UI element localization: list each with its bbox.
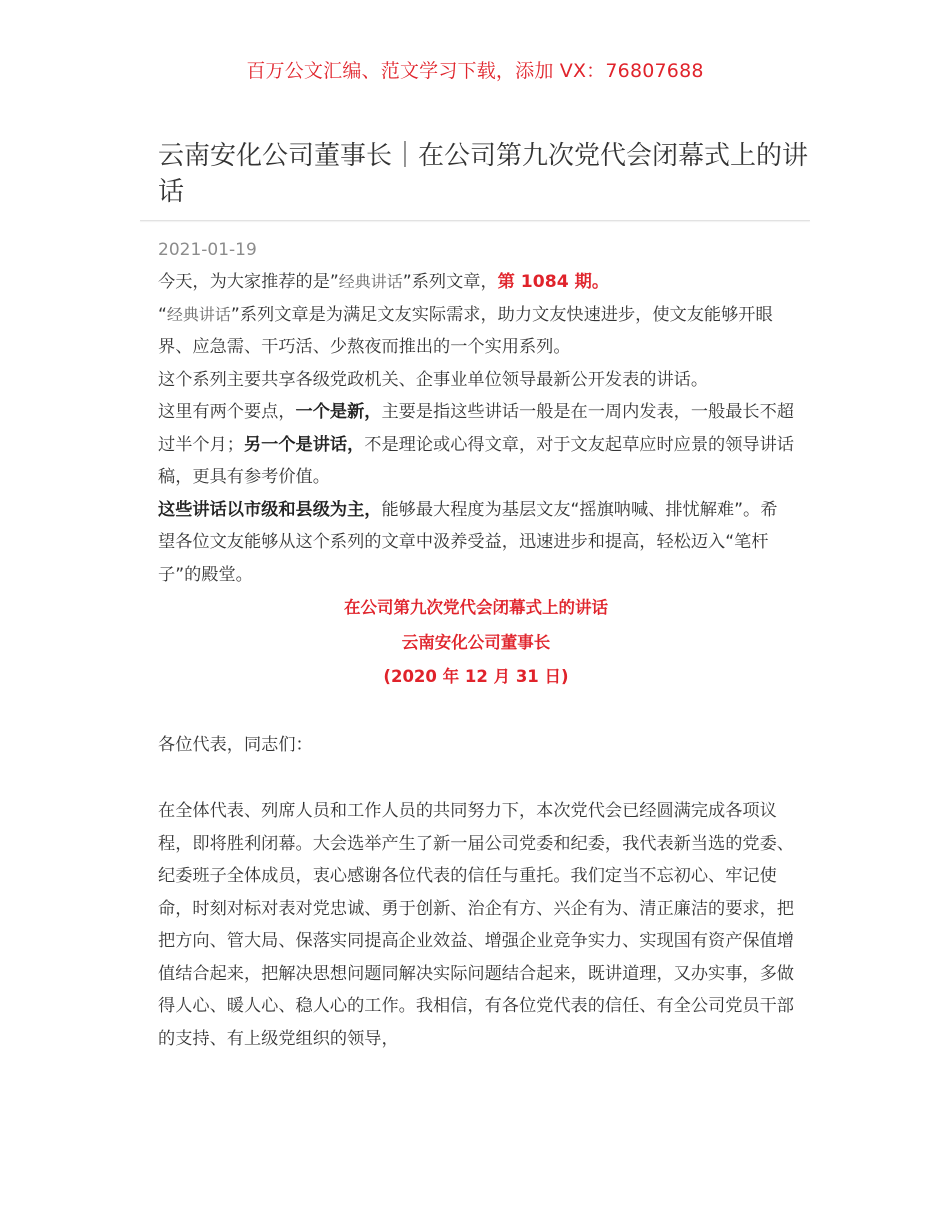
speech-greeting: 各位代表，同志们： [158, 734, 313, 755]
key-point-speech: 另一个是讲话， [243, 434, 365, 455]
series-name: 经典讲话 [166, 304, 231, 324]
spacer [158, 761, 794, 795]
intro-text: ”系列文章是为满足文友实际需求，助力文友快速进步，使文友能够开眼界、应急需、干巧活、少熬夜而推出的一个实用系列。 [158, 304, 773, 357]
intro-line-4 [158, 396, 794, 494]
article-body [158, 266, 794, 1055]
intro-text: 今天，为大家推荐的是” [158, 272, 339, 292]
promo-banner: 百万公文汇编、范文学习下载，添加 VX：76807688 [246, 60, 704, 82]
title-divider [140, 220, 810, 221]
intro-text: “ [158, 304, 167, 325]
intro-text: ”系列文章， [402, 272, 498, 292]
speech-title: 在公司第九次党代会闭幕式上的讲话 [344, 598, 608, 617]
intro-line-3: 这个系列主要共享各级党政机关、企事业单位领导最新公开发表的讲话。 [158, 369, 709, 390]
publish-date: 2021-01-19 [158, 240, 257, 260]
key-point-new: 一个是新， [295, 402, 382, 422]
article-title: 云南安化公司董事长｜在公司第九次党代会闭幕式上的讲话 [158, 141, 809, 207]
issue-number: 第 1084 期。 [497, 272, 610, 292]
key-point-level: 这些讲话以市级和县级为主， [158, 499, 382, 520]
intro-text: 主要是指这些讲话一般是在一周内发表，一般最长不超过半个月； [158, 402, 794, 455]
intro-text: 这里有两个要点， [158, 402, 296, 422]
speech-paragraph-1: 在全体代表、列席人员和工作人员的共同努力下，本次党代会已经圆满完成各项议程，即将胜利闭幕。大会选举产生了新一届公司党委和纪委，我代表新当选的党委、纪委班子全体成员，衷心感谢各位代表的信任与重托。我们定当不忘初心、牢记使命，时刻对标对表对党忠诚、勇于创新、治企有方、兴企有为、清正廉洁的要求，把把方向、管大局、保落实同提高企业效益、增强企业竞争实力、实现国有资产保值增值结合起来，把解决思想问题同解决实际问题结合起来，既讲道理，又办实事，多做得人心、暖人心、稳人心的工作。我相信，有各位党代表的信任、有全公司党员干部的支持、有上级党组织的领导， [158, 801, 794, 1049]
series-name: 经典讲话 [338, 272, 403, 291]
intro-line-1 [158, 266, 794, 299]
intro-line-5 [158, 494, 794, 592]
spacer [158, 695, 794, 729]
intro-line-2 [158, 299, 794, 364]
intro-text: 不是理论或心得文章，对于文友起草应时应景的领导讲话稿，更具有参考价值。 [158, 434, 794, 487]
speech-speaker: 云南安化公司董事长 [401, 632, 551, 652]
intro-text: 能够最大程度为基层文友“摇旗呐喊、排忧解难”。希望各位文友能够从这个系列的文章中汲养受益，迅速进步和提高，轻松迈入“笔杆子”的殿堂。 [158, 499, 778, 585]
speech-date: (2020 年 12 月 31 日) [383, 667, 569, 686]
